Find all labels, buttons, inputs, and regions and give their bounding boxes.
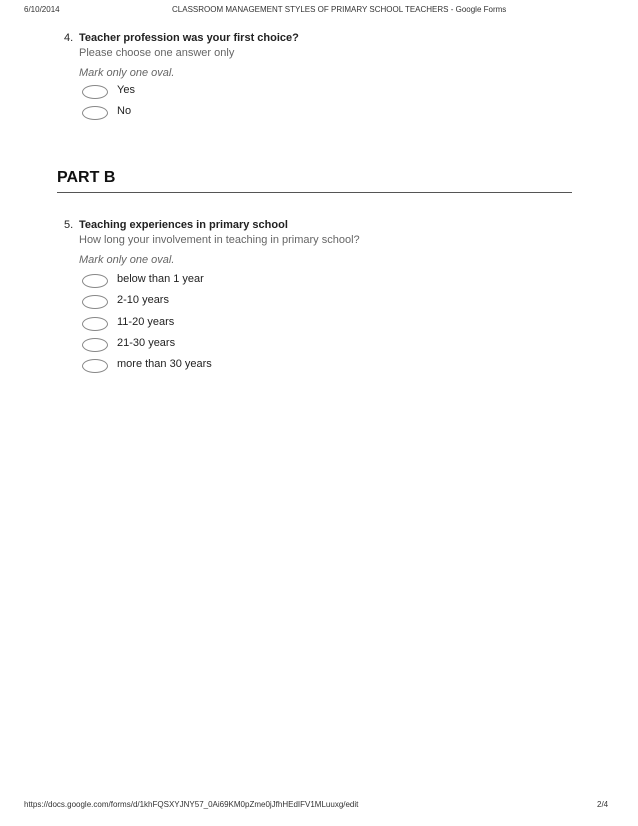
question-text: Teacher profession was your first choice?: [79, 32, 299, 44]
question-number: 4.: [64, 32, 74, 44]
question-title: [64, 31, 299, 45]
question-text: Teaching experiences in primary school: [79, 219, 288, 231]
option-label: No: [117, 105, 132, 118]
print-date: 6/10/2014: [24, 5, 60, 14]
question-title: [64, 218, 360, 232]
page-number: 2/4: [597, 800, 609, 809]
radio-oval[interactable]: [82, 106, 108, 120]
question-instruction: Mark only one oval.: [79, 254, 175, 266]
option-label: 21-30 years: [117, 336, 176, 349]
option-label: 11-20 years: [117, 315, 175, 328]
radio-oval[interactable]: [82, 85, 108, 99]
radio-oval[interactable]: [82, 317, 108, 331]
radio-oval[interactable]: [82, 359, 108, 373]
radio-oval[interactable]: [82, 338, 108, 352]
section-title: PART B: [57, 169, 116, 186]
question-5: [64, 218, 360, 267]
question-4: [64, 31, 299, 80]
question-help-text: How long your involvement in teaching in primary school?: [79, 234, 360, 246]
option-label: more than 30 years: [117, 358, 212, 371]
option-label: below than 1 year: [117, 273, 204, 285]
radio-oval[interactable]: [82, 274, 108, 288]
radio-oval[interactable]: [82, 295, 108, 309]
print-url: https://docs.google.com/forms/d/1khFQSXYJNY57_0Ai69KM0pZme0jJfhHEdIFV1MLuuxg/edit: [24, 800, 359, 809]
section-divider: [57, 192, 572, 193]
print-title: CLASSROOM MANAGEMENT STYLES OF PRIMARY SCHOOL TEACHERS - Google Forms: [172, 5, 507, 14]
question-help-text: Please choose one answer only: [79, 47, 235, 59]
question-number: 5.: [64, 219, 74, 231]
option-label: Yes: [117, 84, 135, 96]
question-instruction: Mark only one oval.: [79, 67, 175, 79]
option-label: 2-10 years: [117, 294, 169, 307]
